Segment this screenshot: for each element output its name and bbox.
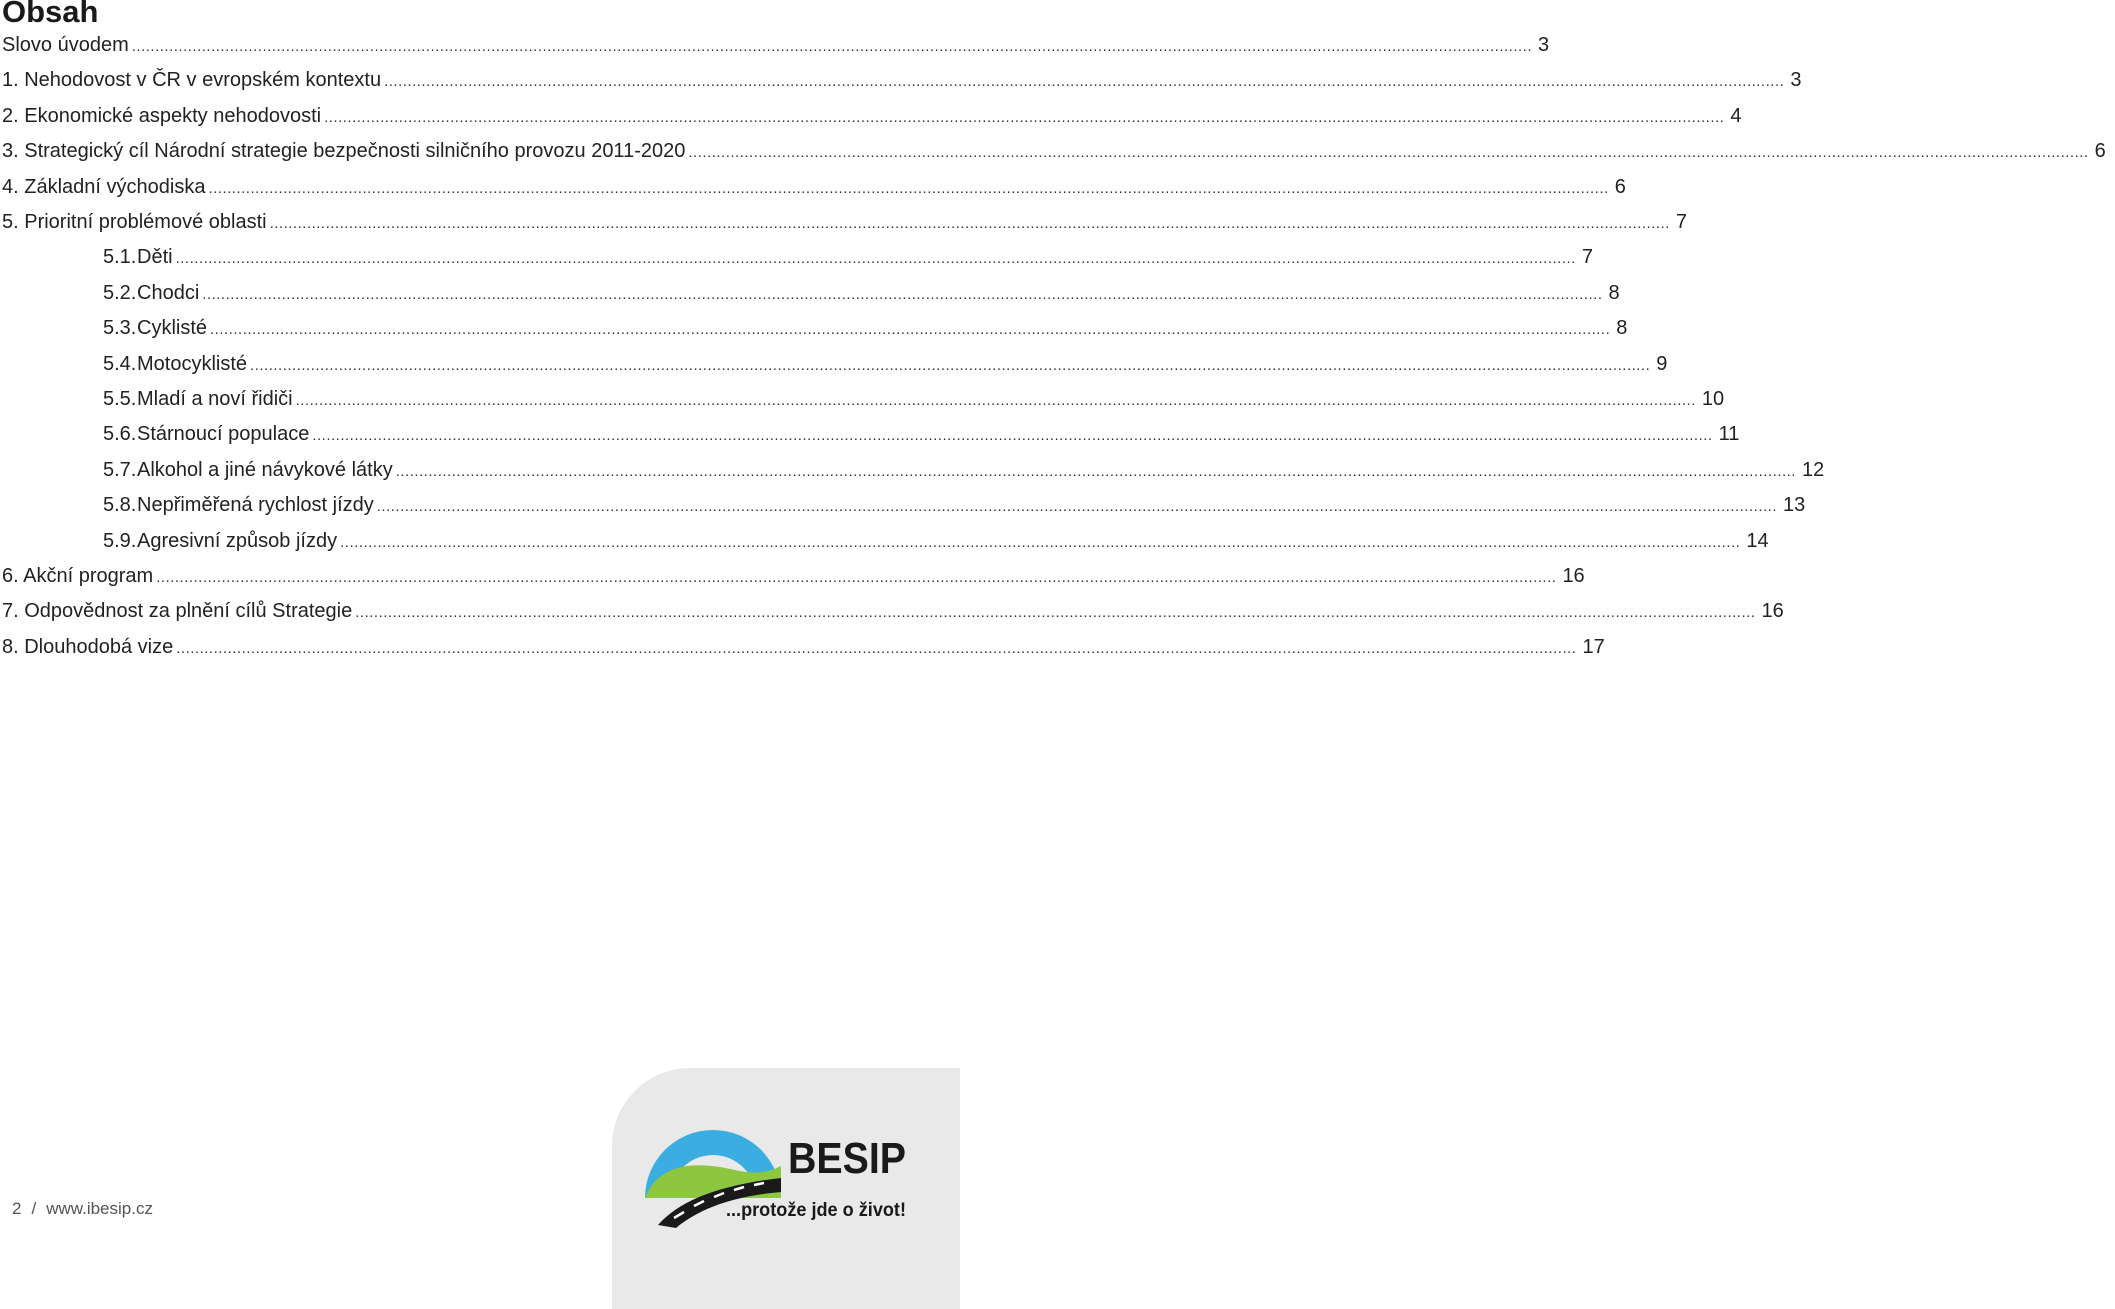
toc-dot-leader: ............................................................................................................................................................................................................................................................................................................ — [176, 639, 1577, 657]
toc-entry-number: 5.1. — [103, 246, 137, 269]
toc-entry-title: Stárnoucí populace — [137, 423, 310, 446]
toc-dot-leader: ............................................................................................................................................................................................................................................................................................................ — [355, 604, 1756, 622]
toc-page-number: 8 — [1616, 317, 1628, 340]
toc-entry[interactable] — [2, 211, 1687, 241]
toc-dot-leader: ............................................................................................................................................................................................................................................................................................................ — [210, 321, 1611, 339]
toc-entry-number: 5.8. — [103, 494, 137, 517]
toc-entry-number: 5.9. — [103, 529, 137, 552]
toc-dot-leader: ............................................................................................................................................................................................................................................................................................................ — [208, 179, 1609, 197]
toc-entry-label — [103, 317, 210, 340]
toc-entry-number: 5.4. — [103, 352, 137, 375]
toc-entry-title: Mladí a noví řidiči — [137, 388, 293, 410]
toc-page-number: 11 — [1718, 423, 1740, 446]
toc-entry-title: Nepřiměřená rychlost jízdy — [137, 494, 374, 517]
toc-entry-label: 8. Dlouhodobá vize — [2, 635, 174, 658]
toc-dot-leader: ............................................................................................................................................................................................................................................................................................................ — [250, 356, 1651, 374]
toc-entry[interactable] — [2, 140, 2106, 170]
toc-page-number: 3 — [1538, 34, 1550, 56]
toc-entry-label: 2. Ekonomické aspekty nehodovosti — [2, 104, 322, 127]
toc-dot-leader: ............................................................................................................................................................................................................................................................................................................ — [376, 498, 1777, 516]
toc-dot-leader: ............................................................................................................................................................................................................................................................................................................ — [384, 73, 1785, 91]
toc-entry-title: Motocyklisté — [137, 352, 248, 375]
toc-entry[interactable] — [2, 175, 1626, 206]
toc-entry[interactable] — [103, 388, 1725, 418]
toc-entry-label — [103, 530, 340, 553]
toc-entry-label — [103, 282, 202, 305]
toc-entry[interactable] — [2, 34, 1550, 64]
toc-entry-title: Cyklisté — [137, 317, 208, 340]
toc-page-number: 14 — [1746, 529, 1769, 552]
logo-wordmark: BESIP — [788, 1134, 906, 1183]
footer-url-link[interactable]: www.ibesip.cz — [46, 1199, 153, 1218]
toc-dot-leader: ............................................................................................................................................................................................................................................................................................................ — [395, 462, 1796, 480]
toc-entry-number: 5.6. — [103, 423, 137, 446]
page-title: Obsah — [2, 0, 99, 29]
toc-dot-leader: ............................................................................................................................................................................................................................................................................................................ — [202, 285, 1603, 303]
toc-entry-number: 5.5. — [103, 388, 137, 410]
toc-entry[interactable] — [2, 635, 1605, 666]
toc-entry-title: Agresivní způsob jízdy — [137, 529, 338, 552]
toc-dot-leader: ............................................................................................................................................................................................................................................................................................................ — [131, 38, 1532, 55]
toc-entry[interactable] — [2, 69, 1802, 99]
toc-entry-label: 4. Základní východiska — [2, 175, 206, 198]
toc-entry-title: Děti — [137, 246, 173, 269]
toc-page-number: 3 — [1790, 69, 1802, 92]
toc-entry-label — [103, 459, 396, 482]
toc-entry-label — [103, 423, 312, 446]
toc-entry-number: 5.3. — [103, 317, 137, 340]
toc-entry-label: 3. Strategický cíl Národní strategie bezpečnosti silničního provozu 2011-2020 — [2, 140, 686, 163]
toc-page-number: 6 — [2094, 140, 2106, 163]
toc-entry-label: 1. Nehodovost v ČR v evropském kontextu — [2, 69, 382, 92]
toc-dot-leader: ............................................................................................................................................................................................................................................................................................................ — [156, 569, 1557, 586]
toc-entry-number: 5.2. — [103, 281, 137, 304]
toc-page-number: 9 — [1656, 352, 1668, 375]
toc-page-number: 16 — [1562, 565, 1585, 587]
page-footer — [12, 1199, 153, 1219]
toc-entry-label — [103, 353, 250, 376]
logo-tagline: ...protože jde o život! — [726, 1200, 906, 1221]
toc-entry[interactable] — [103, 529, 1769, 560]
toc-dot-leader: ............................................................................................................................................................................................................................................................................................................ — [312, 427, 1713, 445]
page-number: 2 — [12, 1199, 22, 1218]
toc-entry-number: 5.7. — [103, 458, 137, 481]
toc-dot-leader: ............................................................................................................................................................................................................................................................................................................ — [324, 108, 1725, 126]
toc-page-number: 6 — [1614, 175, 1626, 198]
besip-logo — [640, 1100, 940, 1230]
toc-entry-label — [103, 494, 377, 517]
toc-dot-leader: ............................................................................................................................................................................................................................................................................................................ — [688, 144, 2089, 162]
toc-entry[interactable] — [2, 565, 1585, 595]
toc-entry-label: Slovo úvodem — [2, 34, 129, 56]
toc-page-number: 10 — [1701, 388, 1725, 410]
toc-entry[interactable] — [103, 494, 1806, 524]
toc-entry-label — [103, 388, 296, 411]
toc-page-number: 7 — [1675, 211, 1687, 233]
toc-entry[interactable] — [103, 317, 1628, 347]
toc-entry-label: 5. Prioritní problémové oblasti — [2, 211, 267, 233]
toc-dot-leader: ............................................................................................................................................................................................................................................................................................................ — [269, 215, 1670, 232]
toc-entry[interactable] — [103, 458, 1825, 489]
toc-entry[interactable] — [103, 246, 1593, 276]
toc-entry-label: 6. Akční program — [2, 565, 154, 587]
toc-dot-leader: ............................................................................................................................................................................................................................................................................................................ — [175, 250, 1576, 268]
toc-dot-leader: ............................................................................................................................................................................................................................................................................................................ — [295, 392, 1696, 409]
toc-entry[interactable] — [103, 352, 1668, 383]
toc-dot-leader: ............................................................................................................................................................................................................................................................................................................ — [340, 533, 1741, 551]
toc-entry[interactable] — [2, 600, 1784, 630]
toc-entry-title: Chodci — [137, 281, 200, 304]
toc-page-number: 7 — [1581, 246, 1593, 269]
toc-page-number: 13 — [1783, 494, 1806, 517]
toc-page-number: 4 — [1730, 104, 1742, 127]
toc-entry[interactable] — [2, 104, 1742, 135]
toc-page-number: 12 — [1801, 458, 1825, 481]
footer-separator: / — [31, 1199, 37, 1218]
toc-page-number: 16 — [1761, 600, 1784, 623]
toc-entry[interactable] — [103, 281, 1620, 312]
toc-entry-label — [103, 246, 176, 269]
toc-entry-title: Alkohol a jiné návykové látky — [137, 458, 393, 481]
toc-page-number: 17 — [1582, 635, 1605, 658]
toc-entry-label: 7. Odpovědnost za plnění cílů Strategie — [2, 600, 353, 623]
toc-entry[interactable] — [103, 423, 1740, 453]
toc-page-number: 8 — [1608, 281, 1620, 304]
